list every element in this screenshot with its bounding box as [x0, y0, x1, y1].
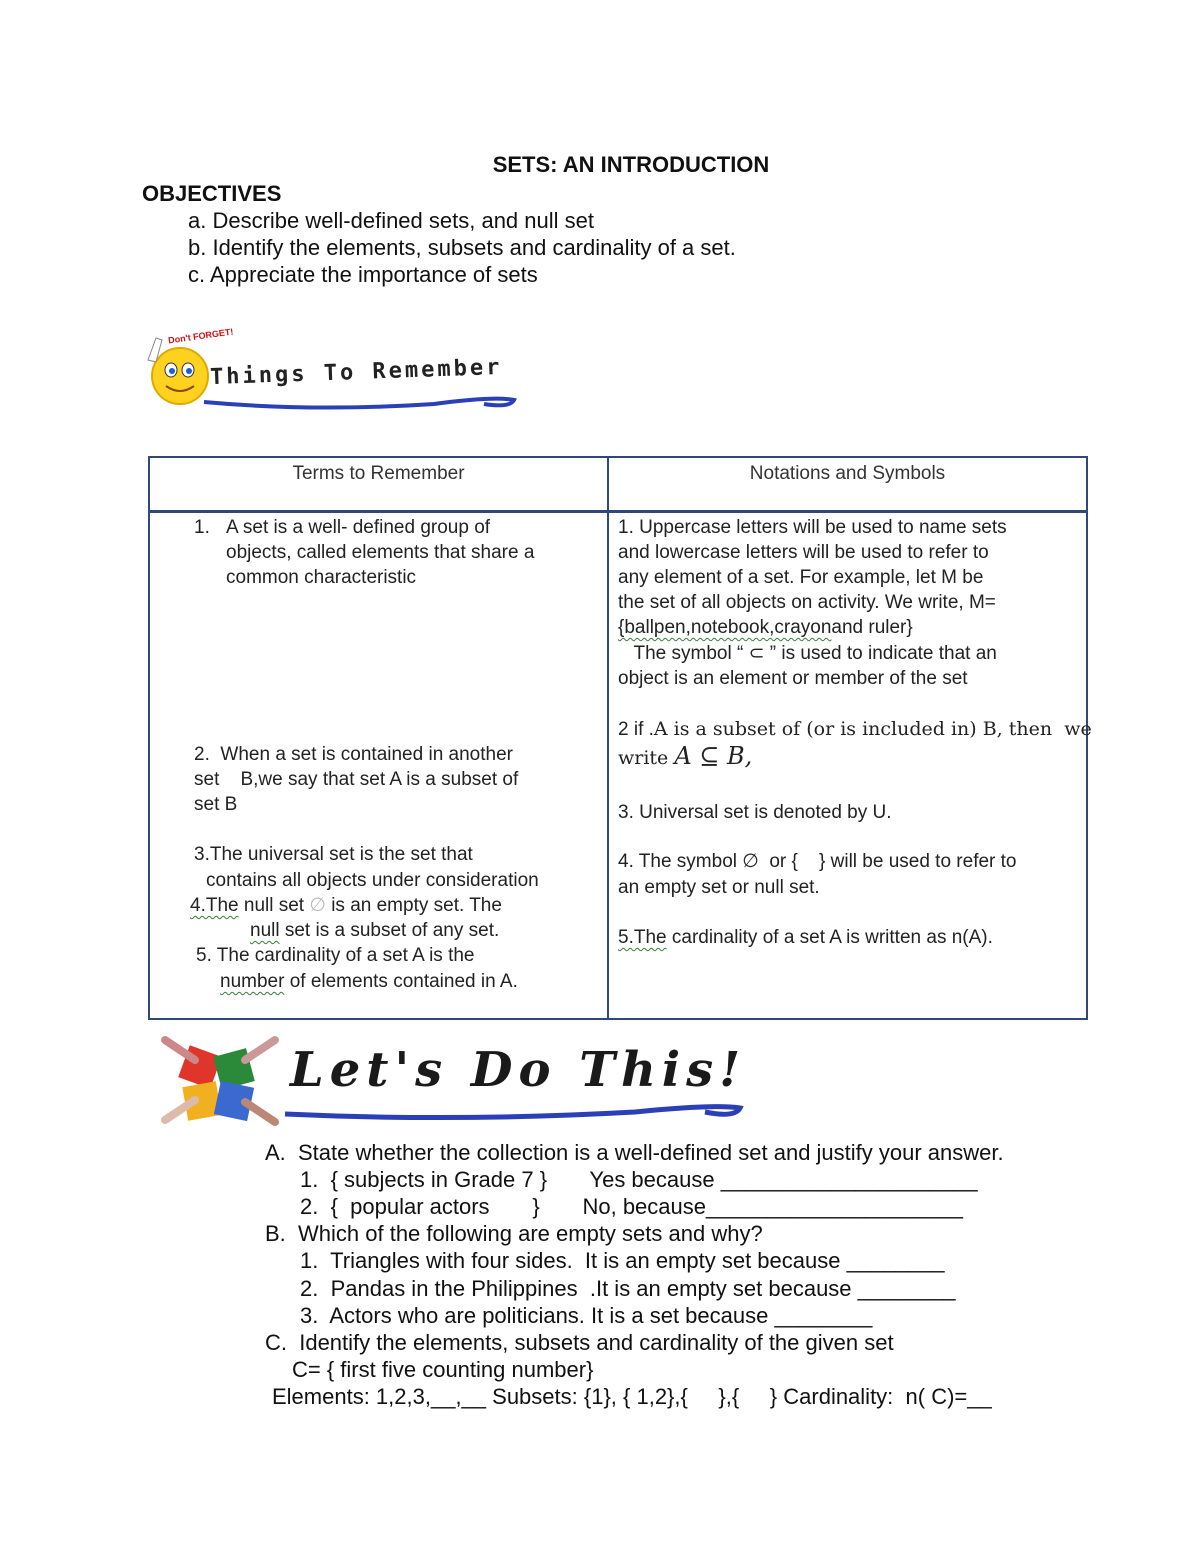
term-4-line	[190, 893, 502, 918]
notation-1-set-end: and ruler}	[831, 617, 913, 638]
term-1-line: A set is a well- defined group of	[226, 517, 491, 538]
notation-1-set: {ballpen,notebook,crayon	[618, 617, 832, 638]
term-4-text: null set	[238, 895, 305, 916]
table-column-divider	[607, 458, 609, 1018]
notation-3-line: 3. Universal set is denoted by U.	[618, 802, 892, 823]
term-2-line: 2. When a set is contained in another	[194, 744, 513, 765]
term-1-line: objects, called elements that share a	[226, 542, 535, 563]
table-header-terms: Terms to Remember	[292, 463, 465, 484]
notation-5-text: cardinality of a set A is written as n(A).	[666, 927, 993, 948]
notation-2-text: write	[618, 747, 675, 769]
term-2-line: set B,we say that set A is a subset of	[194, 769, 519, 790]
page-title: SETS: AN INTRODUCTION	[492, 152, 770, 177]
term-1-line: common characteristic	[226, 567, 417, 588]
objective-item: c. Appreciate the importance of sets	[188, 262, 538, 287]
notation-2-line	[618, 717, 1092, 742]
notation-2-text: 2 if .	[618, 719, 654, 740]
puzzle-hands-icon	[165, 1040, 275, 1122]
lets-do-this-title: Let's Do This!	[290, 1042, 747, 1098]
term-4-text: set is a subset of any set.	[279, 920, 500, 941]
smiley-icon	[148, 338, 208, 404]
activity-a-item: 2. { popular actors } No, because_____________________	[300, 1194, 963, 1219]
objectives-heading: OBJECTIVES	[142, 181, 282, 206]
activity-c-set: C= { first five counting number}	[292, 1357, 594, 1382]
activity-b-item: 3. Actors who are politicians. It is a set because ________	[300, 1303, 873, 1328]
notation-4-line: 4. The symbol ∅ or { } will be used to refer to	[618, 851, 1017, 872]
term-5-line: 5. The cardinality of a set A is the	[196, 945, 475, 966]
dont-forget-sticker: Don't FORGET!	[167, 326, 234, 346]
activity-b-heading: B. Which of the following are empty sets and why?	[265, 1221, 763, 1246]
table-header-notations: Notations and Symbols	[749, 463, 946, 484]
terms-table	[148, 456, 1092, 1020]
term-5-line	[220, 969, 518, 994]
activity-b-item: 2. Pandas in the Philippines .It is an empty set because ________	[300, 1276, 956, 1301]
term-4-null: null	[250, 920, 280, 941]
null-set-symbol-icon: ∅	[304, 895, 326, 916]
term-3-line: 3.The universal set is the set that	[194, 844, 473, 865]
activity-b-item: 1. Triangles with four sides. It is an empty set because ________	[300, 1248, 945, 1273]
term-5-text: of elements contained in A.	[284, 971, 518, 992]
table-header-divider	[150, 510, 1086, 513]
term-4-line	[250, 918, 499, 943]
objective-item: b. Identify the elements, subsets and cardinality of a set.	[188, 235, 736, 260]
term-4-number: 4.The	[190, 895, 239, 916]
notation-1-line: 1. Uppercase letters will be used to name sets	[618, 517, 1007, 538]
notation-5-line	[618, 925, 993, 950]
notation-2-text: A is a subset of (or is included in) B, then we	[653, 718, 1092, 740]
notation-1-line: object is an element or member of the set	[618, 668, 968, 689]
activity-a-item: 1. { subjects in Grade 7 } Yes because _____________________	[300, 1167, 978, 1192]
activity-c-answers: Elements: 1,2,3,__,__ Subsets: {1}, { 1,2},{ },{ } Cardinality: n( C)=__	[272, 1384, 992, 1409]
activity-a-heading: A. State whether the collection is a well-defined set and justify your answer.	[265, 1140, 1004, 1165]
notation-1-line: The symbol “ ⊂ ” is used to indicate that an	[618, 643, 997, 664]
term-1-number: 1.	[194, 517, 210, 538]
notation-2-formula: A ⊆ B,	[674, 742, 753, 770]
term-3-line: contains all objects under consideration	[206, 870, 539, 891]
notation-1-line: and lowercase letters will be used to refer to	[618, 542, 989, 563]
term-2-line: set B	[194, 794, 238, 815]
things-to-remember-title: Things To Remember	[209, 354, 503, 391]
term-5-number: number	[220, 971, 285, 992]
objective-item: a. Describe well-defined sets, and null set	[188, 208, 594, 233]
notation-4-line: an empty set or null set.	[618, 877, 820, 898]
notation-5-number: 5.The	[618, 927, 667, 948]
notation-1-line: the set of all objects on activity. We write, M=	[618, 592, 996, 613]
activity-c-heading: C. Identify the elements, subsets and cardinality of the given set	[265, 1330, 894, 1355]
term-4-text: is an empty set. The	[325, 895, 502, 916]
notation-1-line: any element of a set. For example, let M be	[618, 567, 984, 588]
notation-2-line	[618, 744, 752, 771]
notation-1-line	[618, 615, 913, 640]
